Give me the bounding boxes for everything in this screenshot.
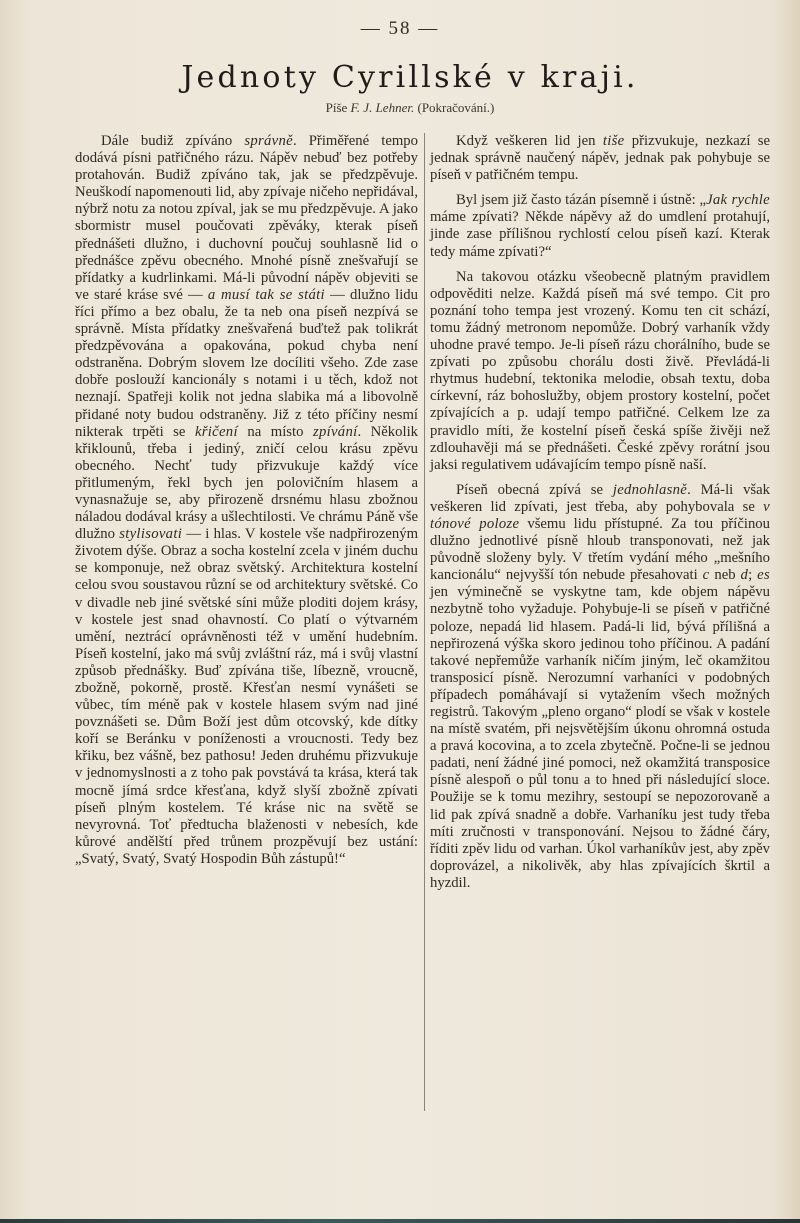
text-run: máme zpívati? Někde nápěvy až do umdlení protahují, jinde zase přílišnou rychlostí celou píseň kazí. Kterak tedy máme zpívati?“ [430, 209, 770, 260]
text-run: neb [709, 567, 741, 584]
emphasis-text: jednohlasně [612, 481, 688, 498]
emphasis-text: Jak rychle [706, 192, 770, 209]
text-run: . Přiměřené tempo dodává písni patřičného rázu. Nápěv nebuď bez potřeby protahován. Budiž zpíváno tak, jak se předzpěvuje. Neuškodí napomenouti lid, aby zpívaje ničeho nepřidával, nýbrž notu za notou zpíval, jak se mu předzpěvuje. A jako sbormistr musel poučovati zpěváky, kterak píseň přednášeti dlužno, i duchovní poučuj souhlasně lid o přednášce zpěvu obecného. Mnohé písně znešvařují se přídatky a kudrlinkami. Má-li původní nápěv objeviti se ve staré kráse své — [75, 133, 418, 303]
scan-bottom-edge [0, 1219, 800, 1223]
paragraph [430, 133, 770, 184]
column-divider [424, 133, 425, 1111]
text-run: jen výminečně se vyskytne tam, kde objem nápěvu nezbytně toho vyžaduje. Pohybuje-li se píseň v patřičné poloze, nepadá lid hlasem. Padá-li lid, bývá přílišná a nepřirozená výška skoro jedinou toho příčinou. A padání takové nepřemůže varhaník ničím jiným, leč okamžitou transposicí písně. Nerozumní varhaníci v podobných případech pomáhávají si vytažením všech možných registrů. Takovým „pleno organo“ plodí se však v kostele na místě svatém, při nejsvětějším úkonu ohromná ostuda a pravá kocovina, a to zcela zbytečně. Počne-li se jednou padati, není žádné jiné pomoci, než okamžitá transposice písně alespoň o půl tonu a to hned při následující sloce. Použije se k tomu mezihry, sestoupí se nepozorovaně a lid pak zpívá snadně a dobře. Varhaníku jest tudy třeba míti zručnosti v transponování. Nejsou to žádné čáry, říditi zpěv lidu od varhan. Úkol varhaníkův jest, aby zpěv doprovázel, a nikolivěk, aby hlas zpívajících škrtil a hyzdil. [430, 584, 770, 891]
paragraph [75, 133, 418, 868]
left-column [75, 133, 418, 868]
emphasis-text: křičení [194, 423, 238, 440]
text-run: — dlužno lidu říci přímo a bez obalu, že ta neb ona píseň nezpívá se správně. Místa přídatky znešvařená buďtež pak tolikrát předzpěvována a opakována, pokud chyba není odstraněna. Dobrým slovem lze docíliti všeho. Zde zase dobře poslouží kancionály s notami i u těch, kdož not neznají. Spatřeji kolik not jedna slabika má a libovolně přidané noty budou odstraněny. Již z této příčiny nesmí nikterak trpěti se [75, 286, 418, 440]
emphasis-text: správně [244, 133, 293, 149]
text-run: Píseň obecná zpívá se [456, 481, 613, 498]
text-run: . Několik křiklounů, třeba i jediný, zničí celou krásu zpěvu obecného. Nechť tudy přizvukuje každý více přitlumeným, řekl bych jen polovičním hlasem a vynasnažuje se, aby přirozeně drsnému hlasu zbožnou náladou dodával krásy a ušlechtilosti. Ve chrámu Páně vše dlužno [75, 423, 419, 543]
text-run: Když veškeren lid jen [456, 133, 603, 149]
byline [0, 100, 800, 116]
emphasis-text: tiše [602, 133, 625, 149]
text-run: — i hlas. V kostele vše nadpřirozeným životem dýše. Obraz a socha kostelní zcela v jiném duchu se komponuje, než obraz světský. Architektura kostelní celou svou soustavou různí se od architektury světské. Co v divadle neb jiné světské síni může ploditi dojem krásy, v kostele jest snad ohavností. Co platí o výtvarném umění, neztrácí oprávněnosti též v umění hudebním. Píseň kostelní, jako má svůj zvláštní ráz, má i svůj vlastní způsob přednášky. Buď zpívána tiše, líbezně, vroucně, zbožně, pokorně, prostě. Křesťan nesmí vynášeti se vůbec, tím méně pak v kostele hlasem svým nad jiné povznášeti se. Dům Boží jest dům otcovský, kde dítky koří se Beránku v poníženosti a vroucnosti. Tedy bez křiku, bez vášně, bez pathosu! Jeden druhému přizvukuje v jednomyslnosti a z toho pak povstává ta krása, která tak mocně jímá srdce křesťana, když slyší zbožně zpívati píseň plným kostelem. Té kráse nic na světě se nevyrovná. Toť předtucha blaženosti v nebesích, kde kůrové andělští před trůnem prozpěvují bez ustání: „Svatý, Svatý, Svatý Hospodin Bůh zástupů!“ [75, 526, 418, 867]
emphasis-text: stylisovati [119, 526, 183, 543]
page-number: — 58 — [360, 18, 440, 39]
byline-suffix: (Pokračování.) [417, 100, 495, 115]
text-run: Na takovou otázku všeobecně platným pravidlem odpověditi nelze. Každá píseň má své tempo. Cit pro poznání toho tempa jest vrozený. Komu ten cit schází, tomu žádný metronom nepomůže. Dobrý varhaník vždy uhodne pravé tempo. Je-li píseň rázu chorálního, bude se zpívati po způsobu chorálu dosti živě. Převládá-li rhytmus hudební, tektonika melodie, obsah textu, doba církevní, ráz bohoslužby, objem prostory kostelní, počet zpívajících a p. udají tempo patřičné. Celkem lze za pravidlo míti, že kostelní píseň česká spíše živěji než zdlouhavěji má se přednášeti. České zpěvy rorátní jsou jaksi regulativem udávajícím tempo písně naší. [430, 268, 770, 473]
emphasis-text: es [757, 567, 770, 584]
text-run: . Má-li však veškeren lid zpívati, jest třeba, aby pohybovala se [430, 481, 770, 515]
emphasis-text: zpívání [312, 423, 358, 440]
text-run: ; [748, 567, 758, 584]
text-run: přizvukuje, nezkazí se jednak správně naučený nápěv, jednak pak pohybuje se píseň v patřičném tempu. [430, 133, 770, 184]
emphasis-text: c [702, 567, 710, 584]
text-run: všemu lidu přístupné. Za tou příčinou dlužno jednotlivé písně hloub transponovati, než jak původně složeny byly. V třetím vydání mého „mešního kancionálu“ nejvyšší tón nebude přesahovati [430, 515, 770, 584]
paragraph [430, 482, 770, 892]
byline-prefix: Píše [325, 100, 348, 115]
text-run: na místo [237, 423, 313, 440]
emphasis-text: d [740, 567, 749, 584]
emphasis-text: v tónové poloze [430, 498, 770, 532]
article-title: Jednoty Cyrillské v kraji. [181, 60, 639, 95]
emphasis-text: a musí tak se státi [207, 286, 325, 303]
paragraph [430, 192, 770, 260]
text-run: Byl jsem již často tázán písemně i ústně: „ [456, 192, 707, 209]
right-column [430, 133, 770, 892]
text-run: Dále budiž zpíváno [101, 133, 245, 149]
byline-author: F. J. Lehner. [350, 100, 415, 115]
paragraph [430, 269, 770, 474]
